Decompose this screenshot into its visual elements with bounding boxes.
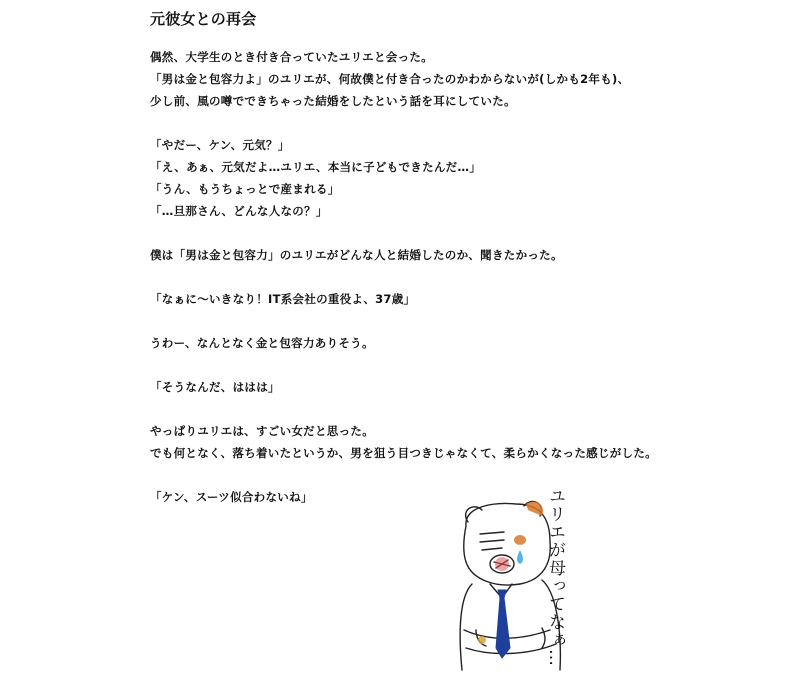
paragraph-line: でも何となく、落ち着いたというか、男を狙う目つきじゃなくて、柔らかくなった感じがした。 [150, 446, 657, 460]
paragraph-line: 「男は金と包容力よ」のユリエが、何故僕と付き合ったのかわからないが(しかも2年も)、 [150, 72, 630, 86]
article-title: 元彼女との再会 [150, 10, 257, 28]
paragraph [150, 134, 710, 222]
paragraph [150, 420, 710, 464]
paragraph [150, 376, 710, 398]
article-body [150, 46, 710, 508]
paragraph-line: 僕は「男は金と包容力」のユリエがどんな人と結婚したのか、聞きたかった。 [150, 248, 563, 262]
paragraph-line: やっぱりユリエは、すごい女だと思った。 [150, 424, 374, 438]
bear-illustration [446, 480, 586, 678]
illustration-caption: ユリエが母ってなぁ… [545, 487, 565, 667]
blush [495, 557, 509, 571]
paragraph-line: 「やだー、ケン、元気？」 [150, 138, 290, 152]
paragraph [150, 486, 710, 508]
paragraph-line: 「…旦那さん、どんな人なの？」 [150, 204, 328, 218]
left-ear [466, 507, 482, 522]
paragraph-line: 「なぁに〜いきなり！IT系会社の重役よ、37歳」 [150, 292, 416, 306]
paragraph-line: 「そうなんだ、ははは」 [150, 380, 280, 394]
paragraph [150, 288, 710, 310]
body-left [460, 584, 472, 670]
necktie [496, 590, 510, 658]
paragraph-line: 少し前、風の噂でできちゃった結婚をしたという話を耳にしていた。 [150, 94, 516, 108]
paragraph-line: 「え、あぁ、元気だよ…ユリエ、本当に子どもできたんだ…」 [150, 160, 482, 174]
eye-patch [514, 535, 526, 545]
paragraph-line: 偶然、大学生のとき付き合っていたユリエと会った。 [150, 50, 433, 64]
paragraph-line: 「うん、もうちょっとで産まれる」 [150, 182, 340, 196]
article [150, 8, 710, 530]
paragraph [150, 244, 710, 266]
paragraph [150, 332, 710, 354]
bear-drawing [446, 480, 586, 678]
paragraph [150, 46, 710, 112]
paragraph-line: 「ケン、スーツ似合わないね」 [150, 490, 313, 504]
ear-patch [526, 502, 543, 516]
paragraph-line: うわー、なんとなく金と包容力ありそう。 [150, 336, 374, 350]
tear-icon [517, 550, 523, 564]
